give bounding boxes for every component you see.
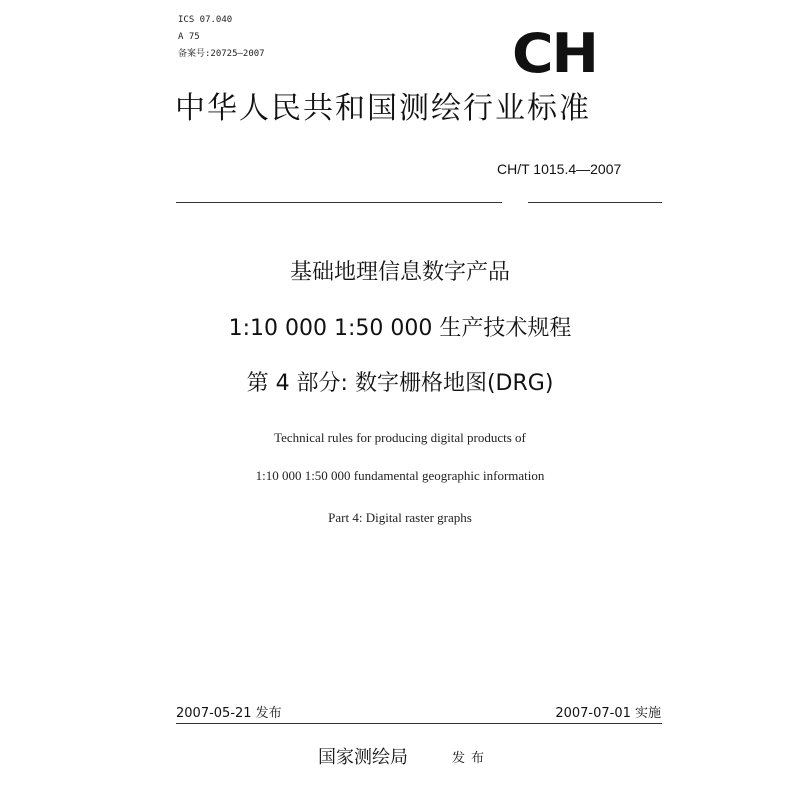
footer-rule [176, 723, 662, 724]
ch-logo: CH [512, 22, 597, 85]
standard-title: 中华人民共和国测绘行业标准 [175, 91, 591, 126]
title-en-line3: Part 4: Digital raster graphs [328, 510, 472, 525]
title-zh-line3: 第 4 部分: 数字栅格地图(DRG) [246, 371, 554, 396]
title-en-line1: Technical rules for producing digital products of [274, 430, 526, 445]
title-zh-line1: 基础地理信息数字产品 [289, 260, 510, 285]
class-code: A 75 [178, 32, 200, 42]
issue-label: 发布 [452, 751, 491, 766]
classification-block [178, 12, 265, 63]
ics-code: ICS 07.040 [178, 15, 233, 25]
standard-code: CH/T 1015.4—2007 [497, 161, 622, 177]
header-rule-right [528, 202, 662, 203]
implement-date: 2007-07-01 实施 [555, 706, 661, 721]
header-rule-left [176, 202, 502, 203]
publish-date: 2007-05-21 发布 [176, 706, 282, 721]
title-zh-line2: 1:10 000 1:50 000 生产技术规程 [228, 316, 572, 341]
record-number: 备案号:20725—2007 [178, 49, 265, 59]
issuing-authority: 国家测绘局 [318, 747, 408, 768]
title-en-line2: 1:10 000 1:50 000 fundamental geographic information [255, 468, 545, 483]
